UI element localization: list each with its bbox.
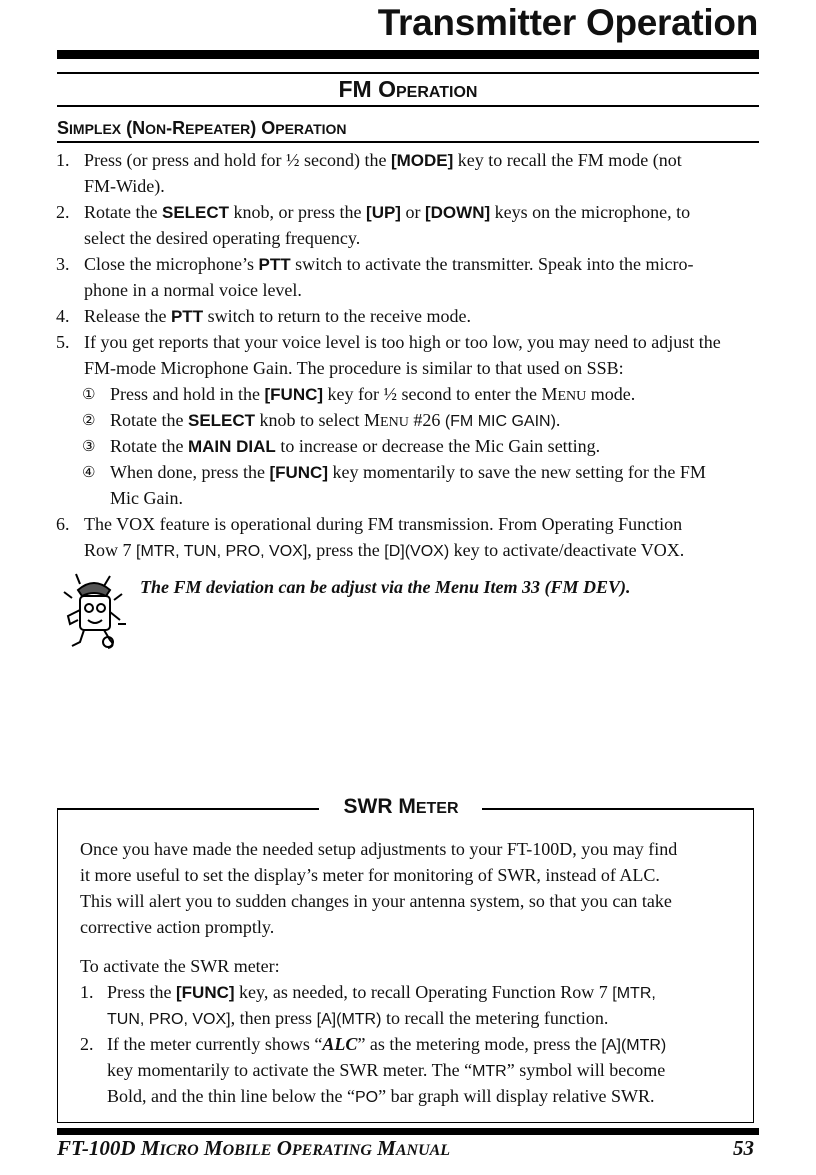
- step-number: 3.: [56, 254, 70, 274]
- swr-step-2-line-2: key momentarily to activate the SWR meter. The “MTR” symbol will become: [107, 1060, 666, 1080]
- substep-4-line-2: Mic Gain.: [110, 488, 183, 508]
- mascot-icon: [58, 570, 134, 652]
- step-6-line-2: Row 7 [MTR, TUN, PRO, VOX], press the [D](VOX) key to activate/deactivate VOX.: [84, 540, 685, 560]
- section-rule-bottom: [57, 105, 759, 107]
- step-6-line-1: The VOX feature is operational during FM transmission. From Operating Function: [84, 514, 683, 534]
- step-2-line-1: Rotate the SELECT knob, or press the [UP] or [DOWN] keys on the microphone, to: [84, 202, 691, 222]
- step-1-line-2: FM-Wide).: [84, 176, 165, 196]
- tip-note: The FM deviation can be adjust via the Menu Item 33 (FM DEV).: [140, 577, 631, 597]
- step-3-line-1: Close the microphone’s PTT switch to activate the transmitter. Speak into the micro-: [84, 254, 694, 274]
- swr-step-2-line-3: Bold, and the thin line below the “PO” bar graph will display relative SWR.: [107, 1086, 655, 1106]
- substep-1: Press and hold in the [FUNC] key for ½ second to enter the MENU mode.: [110, 384, 636, 404]
- swr-step-number: 1.: [80, 982, 94, 1002]
- subsection-title: SIMPLEX (NON-REPEATER) OPERATION: [57, 118, 347, 138]
- swr-box-title: SWR METER: [343, 795, 459, 818]
- substep-2: Rotate the SELECT knob to select MENU #26 (FM MIC GAIN).: [110, 410, 561, 430]
- step-number: 5.: [56, 332, 70, 352]
- swr-step-1-line-2: TUN, PRO, VOX], then press [A](MTR) to recall the metering function.: [107, 1008, 609, 1028]
- page-title: Transmitter Operation: [377, 2, 758, 43]
- step-5-line-1: If you get reports that your voice level is too high or too low, you may need to adjust the: [84, 332, 721, 352]
- section-title: FM OPERATION: [338, 76, 478, 102]
- substep-3: Rotate the MAIN DIAL to increase or decrease the Mic Gain setting.: [110, 436, 601, 456]
- header-rule: [57, 50, 759, 59]
- swr-step-number: 2.: [80, 1034, 94, 1054]
- swr-step-2-line-1: If the meter currently shows “ALC” as the metering mode, press the [A](MTR): [107, 1034, 667, 1054]
- step-number: 1.: [56, 150, 70, 170]
- step-number: 2.: [56, 202, 70, 222]
- step-1-line-1: Press (or press and hold for ½ second) the [MODE] key to recall the FM mode (not: [84, 150, 682, 170]
- circled-number: ②: [82, 411, 96, 429]
- swr-intro-line: Once you have made the needed setup adjustments to your FT-100D, you may find: [80, 839, 678, 859]
- step-3-line-2: phone in a normal voice level.: [84, 280, 302, 300]
- page-number: 53: [733, 1136, 754, 1160]
- swr-intro-line: This will alert you to sudden changes in your antenna system, so that you can take: [80, 891, 672, 911]
- footer-rule: [57, 1128, 759, 1135]
- step-4-line-1: Release the PTT switch to return to the receive mode.: [84, 306, 471, 326]
- circled-number: ④: [82, 463, 96, 481]
- section-rule-top: [57, 72, 759, 74]
- circled-number: ①: [82, 385, 96, 403]
- swr-intro-line: it more useful to set the display’s meter for monitoring of SWR, instead of ALC.: [80, 865, 660, 885]
- circled-number: ③: [82, 437, 96, 455]
- box-rule-right: [482, 808, 754, 810]
- subsection-rule: [57, 141, 759, 143]
- swr-intro-line: corrective action promptly.: [80, 917, 275, 937]
- substep-4-line-1: When done, press the [FUNC] key momentarily to save the new setting for the FM: [110, 462, 706, 482]
- swr-lead: To activate the SWR meter:: [80, 956, 280, 976]
- step-number: 4.: [56, 306, 70, 326]
- swr-step-1-line-1: Press the [FUNC] key, as needed, to recall Operating Function Row 7 [MTR,: [107, 982, 656, 1002]
- step-number: 6.: [56, 514, 70, 534]
- box-rule-left: [57, 808, 319, 810]
- step-2-line-2: select the desired operating frequency.: [84, 228, 361, 248]
- step-5-line-2: FM-mode Microphone Gain. The procedure is similar to that used on SSB:: [84, 358, 624, 378]
- manual-title: FT-100D MICRO MOBILE OPERATING MANUAL: [57, 1136, 451, 1160]
